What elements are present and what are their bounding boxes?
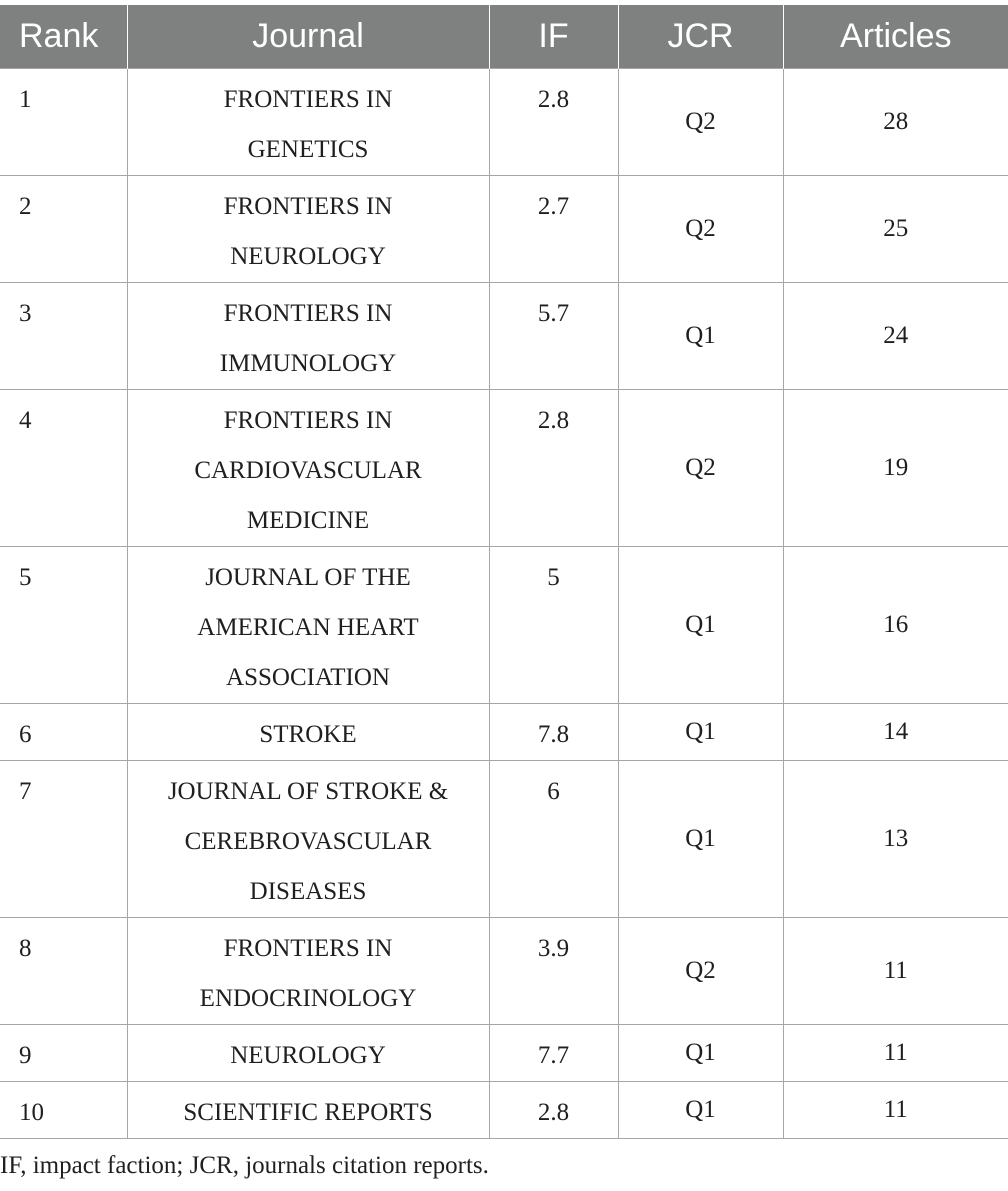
journal-cell: STROKE <box>127 704 489 761</box>
jcr-cell: Q2 <box>618 390 783 547</box>
table-footnote: IF, impact faction; JCR, journals citation reports. <box>0 1152 489 1179</box>
journal-cell: FRONTIERS IN GENETICS <box>127 69 489 176</box>
rank-cell: 6 <box>0 704 127 761</box>
table-row <box>0 1082 1008 1139</box>
table-row <box>0 69 1008 176</box>
if-cell: 7.8 <box>489 704 618 761</box>
table-row <box>0 918 1008 1025</box>
if-cell: 2.7 <box>489 176 618 283</box>
jcr-cell: Q2 <box>618 69 783 176</box>
journal-cell: JOURNAL OF THE AMERICAN HEART ASSOCIATION <box>127 547 489 704</box>
journal-cell: NEUROLOGY <box>127 1025 489 1082</box>
rank-cell: 1 <box>0 69 127 176</box>
table-row <box>0 761 1008 918</box>
journal-cell: JOURNAL OF STROKE & CEREBROVASCULAR DISEASES <box>127 761 489 918</box>
journal-cell: FRONTIERS IN CARDIOVASCULAR MEDICINE <box>127 390 489 547</box>
if-cell: 2.8 <box>489 69 618 176</box>
if-cell: 7.7 <box>489 1025 618 1082</box>
jcr-cell: Q1 <box>618 547 783 704</box>
header-articles: Articles <box>783 5 1008 69</box>
rank-cell: 10 <box>0 1082 127 1139</box>
jcr-cell: Q1 <box>618 761 783 918</box>
rank-cell: 9 <box>0 1025 127 1082</box>
articles-cell: 24 <box>783 283 1008 390</box>
articles-cell: 11 <box>783 918 1008 1025</box>
table-header-row <box>0 5 1008 69</box>
journal-cell: SCIENTIFIC REPORTS <box>127 1082 489 1139</box>
rank-cell: 2 <box>0 176 127 283</box>
if-cell: 2.8 <box>489 1082 618 1139</box>
if-cell: 5 <box>489 547 618 704</box>
articles-cell: 19 <box>783 390 1008 547</box>
articles-cell: 14 <box>783 704 1008 761</box>
jcr-cell: Q2 <box>618 918 783 1025</box>
jcr-cell: Q1 <box>618 704 783 761</box>
journal-cell: FRONTIERS IN ENDOCRINOLOGY <box>127 918 489 1025</box>
articles-cell: 11 <box>783 1025 1008 1082</box>
if-cell: 2.8 <box>489 390 618 547</box>
jcr-cell: Q1 <box>618 1025 783 1082</box>
table-row <box>0 390 1008 547</box>
articles-cell: 16 <box>783 547 1008 704</box>
header-jcr: JCR <box>618 5 783 69</box>
table-row <box>0 176 1008 283</box>
rank-cell: 5 <box>0 547 127 704</box>
header-rank: Rank <box>0 5 127 69</box>
jcr-cell: Q1 <box>618 283 783 390</box>
articles-cell: 28 <box>783 69 1008 176</box>
header-if: IF <box>489 5 618 69</box>
journal-cell: FRONTIERS IN IMMUNOLOGY <box>127 283 489 390</box>
table-row <box>0 547 1008 704</box>
journals-table <box>0 5 1008 1139</box>
jcr-cell: Q2 <box>618 176 783 283</box>
articles-cell: 13 <box>783 761 1008 918</box>
if-cell: 3.9 <box>489 918 618 1025</box>
if-cell: 6 <box>489 761 618 918</box>
rank-cell: 4 <box>0 390 127 547</box>
table-row <box>0 1025 1008 1082</box>
rank-cell: 3 <box>0 283 127 390</box>
articles-cell: 11 <box>783 1082 1008 1139</box>
rank-cell: 8 <box>0 918 127 1025</box>
rank-cell: 7 <box>0 761 127 918</box>
articles-cell: 25 <box>783 176 1008 283</box>
table-row <box>0 283 1008 390</box>
if-cell: 5.7 <box>489 283 618 390</box>
journal-cell: FRONTIERS IN NEUROLOGY <box>127 176 489 283</box>
jcr-cell: Q1 <box>618 1082 783 1139</box>
header-journal: Journal <box>127 5 489 69</box>
table-row <box>0 704 1008 761</box>
